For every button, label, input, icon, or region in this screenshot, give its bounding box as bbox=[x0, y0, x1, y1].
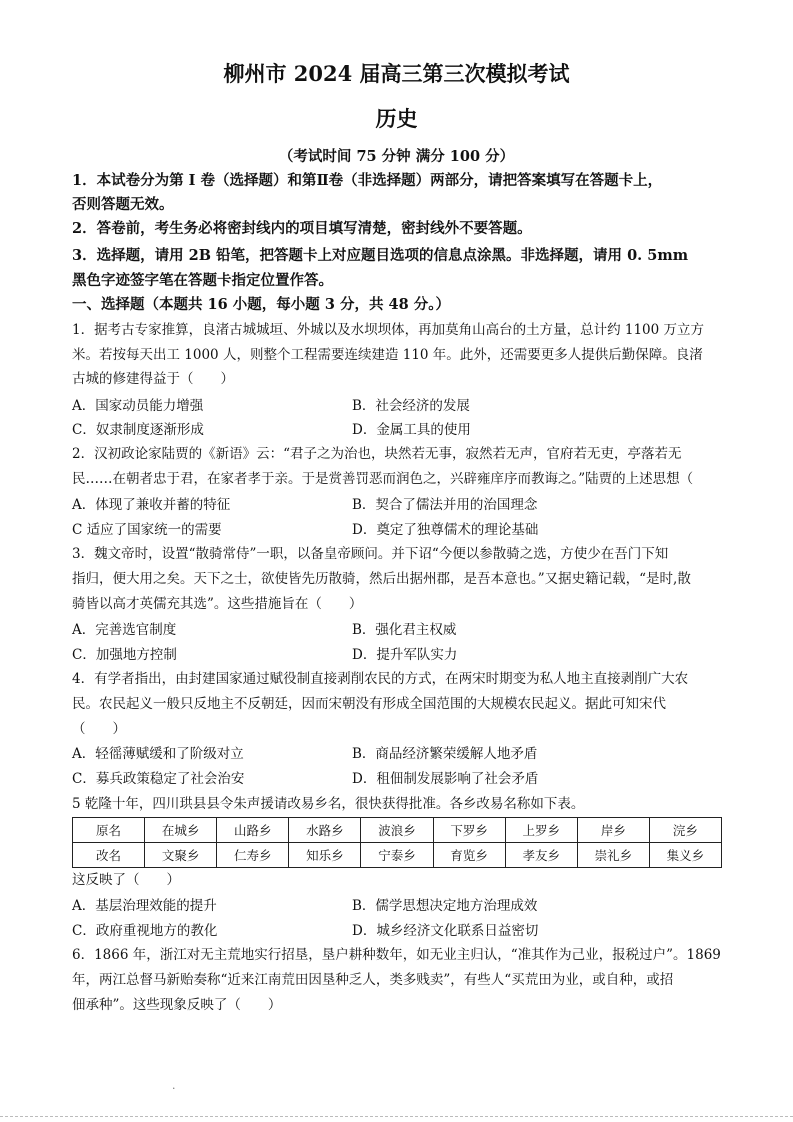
table-cell: 下罗乡 bbox=[433, 818, 505, 843]
table-cell: 集义乡 bbox=[649, 843, 721, 868]
table-cell: 浣乡 bbox=[649, 818, 721, 843]
table-cell: 文聚乡 bbox=[145, 843, 217, 868]
table-cell: 孝友乡 bbox=[505, 843, 577, 868]
question-3-option-d: D．提升军队实力 bbox=[352, 647, 458, 663]
exam-info: （考试时间 75 分钟 满分 100 分） bbox=[278, 148, 515, 165]
question-5-option-d: D．城乡经济文化联系日益密切 bbox=[352, 923, 539, 939]
question-6-text: 6．1866 年，浙江对无主荒地实行招垦，垦户耕种数年，如无业主归认，“准其作为己业，报税过户”。1869 bbox=[72, 947, 721, 963]
question-3-option-b: B．强化君主权威 bbox=[352, 622, 457, 638]
question-1-option-a: A．国家动员能力增强 bbox=[72, 398, 204, 414]
village-name-table bbox=[72, 817, 722, 868]
question-4-text: 4．有学者指出，由封建国家通过赋役制直接剥削农民的方式，在两宋时期变为私人地主直接剥削广大农 bbox=[72, 671, 689, 687]
exam-title: 柳州市 2024 届高三第三次模拟考试 bbox=[223, 61, 570, 86]
table-cell: 岸乡 bbox=[577, 818, 649, 843]
instruction-line: 否则答题无效。 bbox=[72, 196, 174, 213]
subject-title: 历史 bbox=[375, 106, 418, 131]
instruction-line: 黑色字迹签字笔在答题卡指定位置作答。 bbox=[72, 272, 333, 289]
table-cell: 崇礼乡 bbox=[577, 843, 649, 868]
table-row-renamed bbox=[73, 843, 722, 868]
instruction-line: 3．选择题，请用 2B 铅笔，把答题卡上对应题目选项的信息点涂黑。非选择题，请用 0. 5mm bbox=[72, 247, 689, 264]
table-cell: 波浪乡 bbox=[361, 818, 433, 843]
question-5-option-a: A．基层治理效能的提升 bbox=[72, 898, 217, 914]
question-4-option-a: A．轻徭薄赋缓和了阶级对立 bbox=[72, 746, 244, 762]
question-4-text: 民。农民起义一般只反地主不反朝廷，因而宋朝没有形成全国范围的大规模农民起义。据此可知宋代 bbox=[72, 696, 666, 712]
question-1-option-c: C．奴隶制度逐渐形成 bbox=[72, 422, 204, 438]
question-2-option-a: A．体现了兼收并蓄的特征 bbox=[72, 497, 231, 513]
question-2-text: 民……在朝者忠于君，在家者孝于亲。于是赏善罚恶而润色之，兴辟雍庠序而教诲之。”陆贾的上述思想（ bbox=[72, 471, 694, 487]
question-1-text: 古城的修建得益于（ ） bbox=[72, 371, 234, 387]
question-6-text: 佃承种”。这些现象反映了（ ） bbox=[72, 997, 282, 1013]
table-row-original bbox=[73, 818, 722, 843]
question-3-text: 指归，便大用之矣。天下之士，欲使皆先历散骑，然后出据州郡，是吾本意也。”又据史籍记载，“是时,散 bbox=[72, 571, 691, 587]
table-cell: 改名 bbox=[73, 843, 145, 868]
table-cell: 水路乡 bbox=[289, 818, 361, 843]
question-3-option-a: A．完善选官制度 bbox=[72, 622, 177, 638]
question-2-text: 2．汉初政论家陆贾的《新语》云：“君子之为治也，块然若无事，寂然若无声，官府若无吏，亭落若无 bbox=[72, 446, 682, 462]
question-3-text: 骑皆以高才英儒充其选”。这些措施旨在（ ） bbox=[72, 596, 363, 612]
footer-mark: · bbox=[172, 1082, 176, 1095]
table-cell: 在城乡 bbox=[145, 818, 217, 843]
question-1-option-d: D．金属工具的使用 bbox=[352, 422, 471, 438]
question-1-text: 1．据考古专家推算，良渚古城城垣、外城以及水坝坝体，再加莫角山高台的土方量，总计约 1100 万立方 bbox=[72, 322, 705, 338]
question-2-option-d: D．奠定了独尊儒术的理论基础 bbox=[352, 522, 539, 538]
question-1-text: 米。若按每天出工 1000 人，则整个工程需要连续建造 110 年。此外，还需要更多人提供后勤保障。良渚 bbox=[72, 347, 703, 363]
question-5-text: 这反映了（ ） bbox=[72, 872, 180, 888]
table-cell: 育览乡 bbox=[433, 843, 505, 868]
instruction-line: 2．答卷前，考生务必将密封线内的项目填写清楚，密封线外不要答题。 bbox=[72, 220, 532, 237]
question-3-option-c: C．加强地方控制 bbox=[72, 647, 177, 663]
table-cell: 知乐乡 bbox=[289, 843, 361, 868]
table-cell: 宁泰乡 bbox=[361, 843, 433, 868]
question-2-option-b: B．契合了儒法并用的治国理念 bbox=[352, 497, 538, 513]
table-cell: 山路乡 bbox=[217, 818, 289, 843]
question-5-option-c: C．政府重视地方的教化 bbox=[72, 923, 218, 939]
table-cell: 仁寿乡 bbox=[217, 843, 289, 868]
question-5-option-b: B．儒学思想决定地方治理成效 bbox=[352, 898, 538, 914]
question-4-text: （ ） bbox=[72, 721, 126, 737]
question-4-option-b: B．商品经济繁荣缓解人地矛盾 bbox=[352, 746, 538, 762]
question-4-option-c: C．募兵政策稳定了社会治安 bbox=[72, 771, 245, 787]
question-1-option-b: B．社会经济的发展 bbox=[352, 398, 470, 414]
instruction-line: 1．本试卷分为第 I 卷（选择题）和第Ⅱ卷（非选择题）两部分，请把答案填写在答题卡上， bbox=[72, 172, 663, 189]
question-2-option-c: C 适应了国家统一的需要 bbox=[72, 522, 222, 538]
question-4-option-d: D．租佃制发展影响了社会矛盾 bbox=[352, 771, 539, 787]
question-5-text: 5 乾隆十年，四川珙县县令朱声援请改易乡名，很快获得批准。各乡改易名称如下表。 bbox=[72, 796, 585, 812]
section-heading: 一、选择题（本题共 16 小题，每小题 3 分，共 48 分。） bbox=[72, 296, 450, 313]
table-cell: 上罗乡 bbox=[505, 818, 577, 843]
question-3-text: 3．魏文帝时，设置“散骑常侍”一职，以备皇帝顾问。并下诏“今便以参散骑之选，方使少在吾门下知 bbox=[72, 546, 669, 562]
page-bottom-divider bbox=[0, 1116, 793, 1117]
table-cell: 原名 bbox=[73, 818, 145, 843]
question-6-text: 年，两江总督马新贻奏称“近来江南荒田因垦种乏人，类多贱卖”，有些人“买荒田为业，或自种，或招 bbox=[72, 972, 674, 988]
